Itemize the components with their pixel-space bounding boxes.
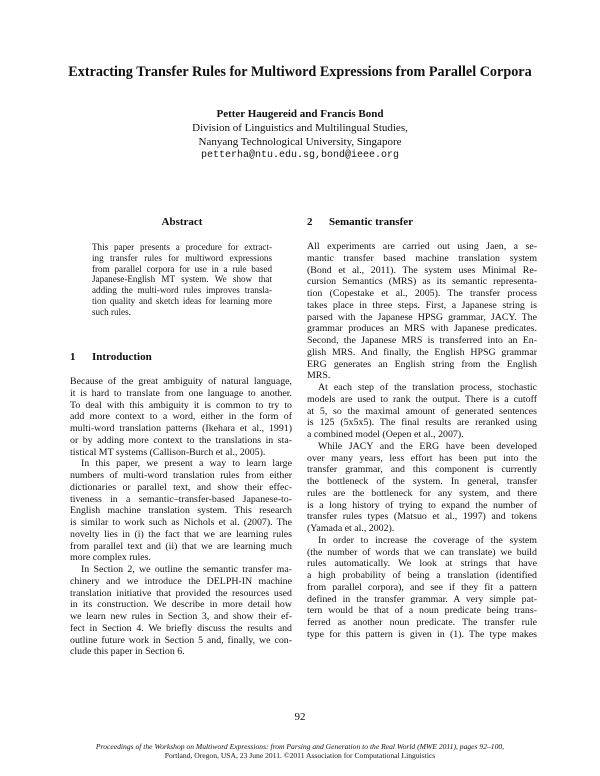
text-line: from parallel text and (ii) that we are learning much	[70, 540, 292, 552]
section-number: 2	[307, 216, 313, 228]
text-line: or by adding more context to the translations in sta-	[70, 434, 292, 446]
text-line: Second, the Japanese MRS is transferred into an En-	[307, 335, 537, 346]
paragraph	[92, 242, 272, 318]
text-line: chinery and we introduce the DELPH-IN machine	[70, 575, 292, 587]
text-line: translation initiative that provided the resources used	[70, 587, 292, 599]
text-line: a combined model (Oepen et al., 2007).	[307, 429, 464, 440]
footer-copyright: Portland, Oregon, USA, 23 June 2011. ©2011 Association for Computational Linguistics	[164, 751, 436, 760]
text-line: To deal with this ambiguity it is common to try to	[70, 399, 292, 411]
text-line: in its construction. We describe in more detail how	[70, 599, 292, 611]
text-line: from parallel corpora), and see if they fit a pattern	[307, 581, 537, 593]
text-line: the bottleneck of the system. In general, transfer	[307, 476, 537, 487]
paragraph	[307, 535, 537, 641]
section-title: Introduction	[92, 351, 152, 363]
text-line: ERG generates an English string from the English	[307, 358, 537, 370]
text-line: is a long history of trying to expand the number of	[307, 499, 537, 511]
text-line: While JACY and the ERG have been developed	[318, 440, 537, 452]
authors: Petter Haugereid and Francis Bond	[216, 108, 384, 120]
text-line: ferred as another noun predicate. The transfer rule	[307, 617, 537, 628]
text-line: English machine translation system. This research	[70, 505, 292, 517]
affiliation-division: Division of Linguistics and Multilingual Studies,	[192, 122, 408, 134]
text-line: takes place in three steps. First, a Japanese string is	[307, 299, 537, 311]
affiliation-university: Nanyang Technological University, Singapore	[198, 136, 402, 148]
text-line: is 125 (5x5x5). The final results are reranked using	[307, 417, 537, 429]
paragraph	[70, 376, 292, 458]
text-line: defined in the transfer grammar. A very simple pat-	[307, 593, 537, 605]
text-line: cursion Semantics (MRS) as its semantic representa-	[307, 276, 537, 288]
section-number: 1	[70, 351, 76, 363]
paragraph	[70, 564, 292, 658]
paper-title: Extracting Transfer Rules for Multiword Expressions from Parallel Corpora	[68, 64, 532, 80]
text-line: transfer grammar, and this component is currently	[307, 464, 537, 476]
text-line: it is hard to translate from one language to another.	[70, 387, 292, 399]
text-line: tistical MT systems (Callison-Burch et al., 2005).	[70, 446, 266, 458]
text-line: mantic transfer based machine translation system	[307, 252, 537, 264]
text-line: At each step of the translation process, stochastic	[318, 382, 537, 393]
text-line: This paper presents a procedure for extract-	[92, 242, 272, 252]
text-line: In Section 2, we outline the semantic transfer ma-	[81, 564, 292, 575]
section-heading-semantic-transfer	[307, 216, 537, 228]
text-line: rules are the bottleneck for any system, and there	[307, 487, 537, 499]
text-line: In order to increase the coverage of the system	[318, 534, 537, 546]
text-line: over many years, less effort has been put into the	[307, 452, 537, 464]
text-line: adding the multi-word rules improves transla-	[92, 285, 272, 296]
text-line: tiveness in a semantic–transfer-based Japanese-to-	[70, 493, 292, 505]
text-line: grammar produces an MRS with Japanese predicates.	[307, 323, 537, 335]
paragraph	[307, 441, 537, 535]
text-line: clude this paper in Section 6.	[70, 646, 185, 658]
page-number: 92	[294, 711, 306, 723]
text-line: tion (Copestake et al., 2005). The transfer process	[307, 288, 537, 299]
text-line: we learn new rules in Section 3, and show their ef-	[70, 611, 292, 622]
text-line: add more context to a word, either in the form of	[70, 411, 292, 423]
text-line: All experiments are carried out using Jaen, a se-	[307, 241, 537, 252]
text-line: type for this pattern is given in (1). The type makes	[307, 628, 537, 640]
author-emails: petterha@ntu.edu.sg,bond@ieee.org	[200, 150, 400, 161]
section-heading-introduction	[70, 351, 292, 363]
footer-proceedings: Proceedings of the Workshop on Multiword Expressions: from Parsing and Generation to the Real World (MWE 2011), pages 92–100,	[95, 742, 505, 751]
text-line: tern would be that of a noun predicate being trans-	[307, 605, 537, 617]
text-line: glish MRS. And finally, the English HPSG grammar	[307, 346, 537, 358]
text-line: such rules.	[92, 306, 131, 317]
abstract-body	[92, 242, 272, 318]
paragraph	[307, 241, 537, 382]
paragraph	[307, 382, 537, 441]
text-line: rules automatically. We look at strings that have	[307, 558, 537, 570]
text-line: at 5, so the maximal amount of generated sentences	[307, 405, 537, 417]
text-line: dictionaries or parallel text, and show their effec-	[70, 481, 292, 493]
text-line: ing transfer rules for multiword expressions	[92, 252, 272, 263]
text-line: a high probability of being a translation (identified	[307, 570, 537, 581]
text-line: is similar to work such as Nichols et al. (2007). The	[70, 517, 292, 528]
semantic-transfer-body	[307, 241, 537, 641]
text-line: fect in Section 4. We briefly discuss the results and	[70, 622, 292, 634]
text-line: (Yamada et al., 2002).	[307, 523, 395, 534]
text-line: from parallel corpora for use in a rule based	[92, 263, 272, 274]
text-line: multi-word translation patterns (Ikehara et al., 1991)	[70, 423, 292, 434]
text-line: parsed with the Japanese HPSG grammar, JACY. The	[307, 311, 537, 323]
abstract-heading: Abstract	[161, 216, 203, 228]
text-line: numbers of multi-word translation rules from either	[70, 470, 292, 481]
text-line: transfer rules types (Matsuo et al., 1997) and tokens	[307, 511, 537, 523]
text-line: (the number of words that we can translate) we build	[307, 546, 537, 558]
text-line: (Bond et al., 2011). The system uses Minimal Re-	[307, 264, 537, 276]
text-line: novelty lies in (i) the fact that we are learning rules	[70, 528, 292, 540]
paragraph	[70, 458, 292, 564]
text-line: In this paper, we present a way to learn large	[81, 458, 292, 470]
text-line: MRS.	[307, 370, 331, 382]
text-line: models are used to rank the output. There is a cutoff	[307, 393, 537, 405]
text-line: Because of the great ambiguity of natural language,	[70, 376, 292, 387]
text-line: more complex rules.	[70, 552, 151, 564]
text-line: tion quality and sketch ideas for learning more	[92, 295, 272, 306]
section-title: Semantic transfer	[329, 216, 414, 228]
text-line: outline future work in Section 5 and, finally, we con-	[70, 634, 292, 646]
introduction-body	[70, 376, 292, 658]
text-line: Japanese-English MT system. We show that	[92, 274, 272, 285]
